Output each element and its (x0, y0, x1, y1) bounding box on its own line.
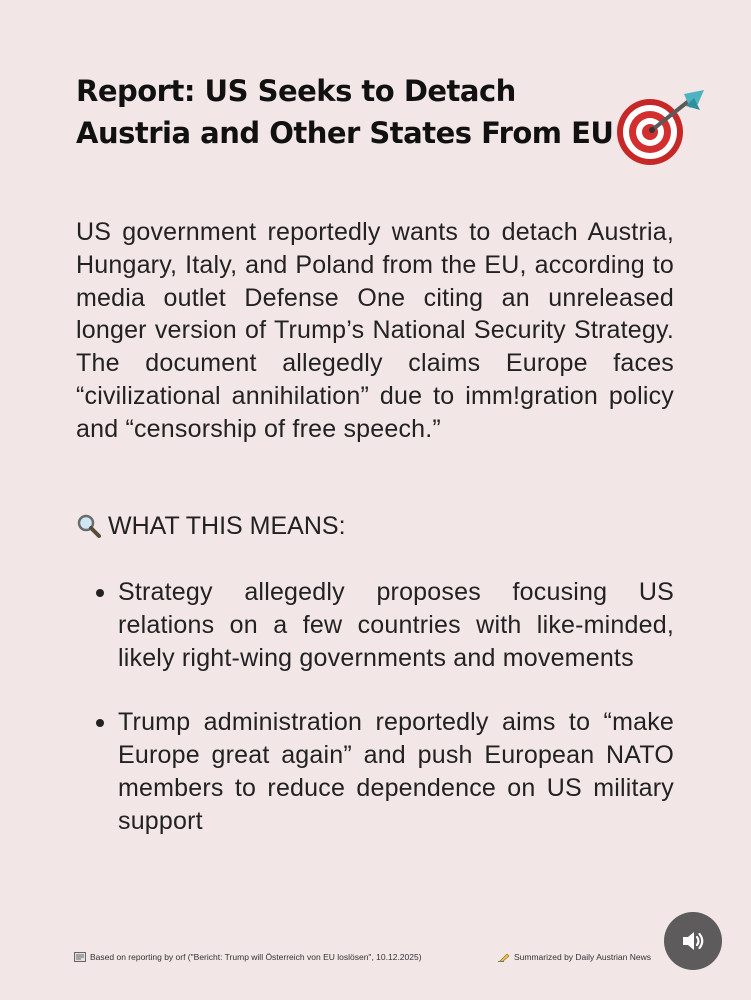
bullet-dot (96, 589, 104, 597)
newspaper-icon (74, 952, 86, 962)
title-line-2: Austria and Other States From EU (76, 116, 614, 150)
section-heading (76, 508, 346, 544)
speaker-icon (680, 928, 706, 954)
list-item (92, 706, 674, 837)
title-line-1: Report: US Seeks to Detach (76, 74, 516, 108)
article-title (76, 70, 636, 154)
list-item (92, 576, 674, 674)
summary-credit (498, 952, 651, 962)
bullet-text: Strategy allegedly proposes focusing US relations on a few countries with like-minded, likely right-wing governments and movements (118, 578, 674, 672)
bullet-dot (96, 719, 104, 727)
section-heading-text: WHAT THIS MEANS: (108, 512, 346, 540)
source-credit-text: Based on reporting by orf ("Bericht: Trump will Österreich von EU loslösen", 10.12.2025) (90, 952, 422, 962)
sound-toggle-button[interactable] (664, 912, 722, 970)
bullet-text: Trump administration reportedly aims to “make Europe great again” and push European NATO members to reduce dependence on US military support (118, 708, 674, 835)
magnifier-icon (76, 513, 102, 539)
summary-credit-text: Summarized by Daily Austrian News (514, 952, 651, 962)
writing-hand-icon (498, 952, 510, 962)
bullet-list (92, 576, 674, 838)
dart-target-icon (612, 86, 708, 168)
source-credit (74, 952, 422, 962)
article-body: US government reportedly wants to detach Austria, Hungary, Italy, and Poland from the EU, according to media outlet Defense One citing an unreleased longer version of Trump’s National Security Strategy. The document allegedly claims Europe faces “civilizational annihilation” due to imm!gration policy and “censorship of free speech.” (76, 218, 674, 443)
